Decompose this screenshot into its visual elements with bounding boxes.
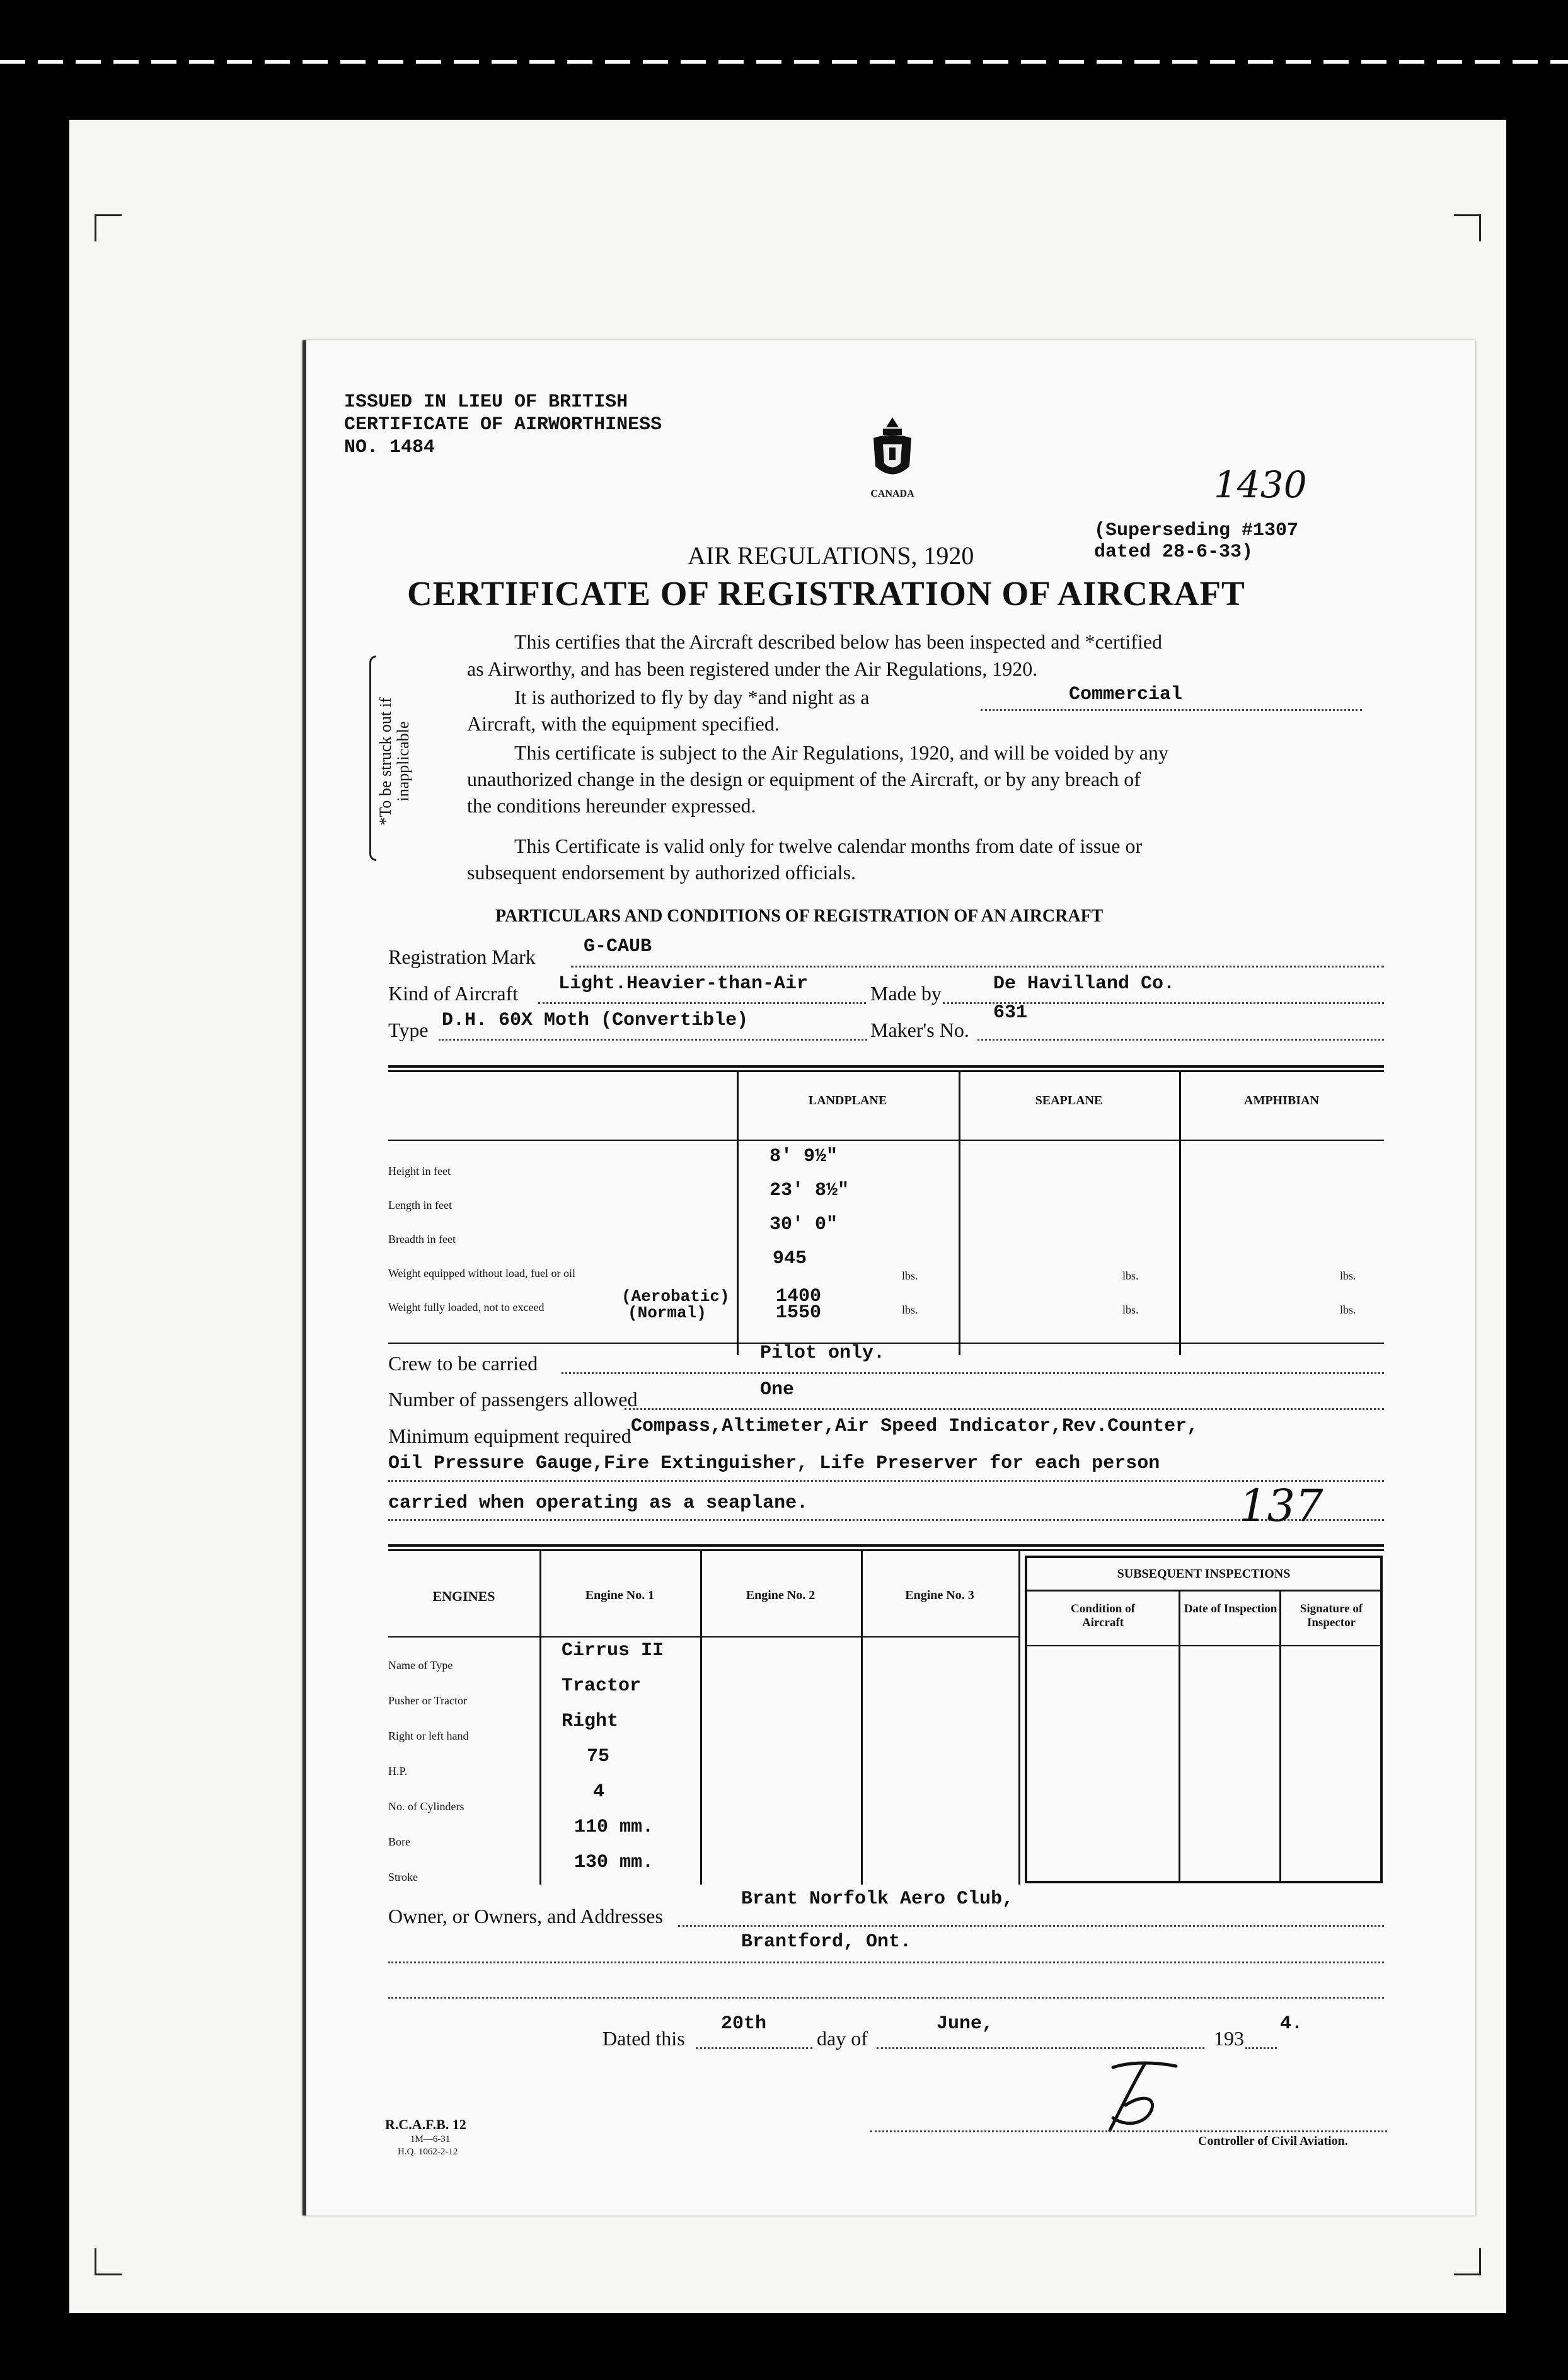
dimension-row-label: Weight fully loaded, not to exceed — [388, 1301, 545, 1314]
stroke-value: 130 mm. — [574, 1852, 654, 1873]
dotted-line — [439, 1039, 867, 1041]
superseding-note — [1094, 520, 1298, 563]
dotted-line — [388, 1961, 1384, 1963]
engine-row-label: Pusher or Tractor — [388, 1694, 467, 1707]
dimension-row-label: Breadth in feet — [388, 1233, 456, 1245]
horsepower-value: 75 — [587, 1746, 610, 1767]
crew-value: Pilot only. — [760, 1343, 885, 1364]
passengers-value: One — [760, 1379, 795, 1401]
makers-number-value: 631 — [993, 1002, 1028, 1024]
inspections-box — [1025, 1556, 1383, 1883]
certificate-title: CERTIFICATE OF REGISTRATION OF AIRCRAFT — [407, 574, 1245, 613]
dotted-line — [562, 1372, 1384, 1374]
dimension-row-label: Height in feet — [388, 1165, 451, 1177]
crop-mark — [95, 2248, 122, 2275]
hand-value: Right — [562, 1711, 619, 1732]
crest-icon — [864, 416, 921, 485]
type-label: Type — [388, 1019, 429, 1041]
air-regulations-heading: AIR REGULATIONS, 1920 — [688, 541, 974, 570]
kind-of-aircraft-value: Light.Heavier-than-Air — [558, 973, 809, 995]
landplane-column-header: LANDPLANE — [808, 1094, 887, 1107]
certificate-number: 1430 — [1214, 463, 1307, 506]
paragraph-2-line-1: It is authorized to fly by day *and night as a — [514, 686, 870, 708]
year-prefix: 193 — [1214, 2027, 1244, 2050]
weight-empty-value: 945 — [773, 1248, 807, 1269]
certificate-document — [303, 340, 1475, 2215]
year-suffix: 4. — [1280, 2013, 1303, 2035]
crop-mark — [1454, 2248, 1481, 2275]
length-value: 23' 8½" — [770, 1180, 850, 1201]
lbs-unit: lbs. — [902, 1269, 918, 1282]
canada-crest — [855, 416, 930, 500]
condition-column-header: Condition of Aircraft — [1071, 1602, 1135, 1629]
weight-normal-value: 1550 — [776, 1302, 822, 1324]
paragraph-2-line-2: Aircraft, with the equipment specified. — [467, 712, 780, 735]
engine-row-label: Right or left hand — [388, 1730, 469, 1742]
controller-signature — [1088, 2055, 1189, 2137]
handwritten-number: 137 — [1239, 1480, 1323, 1532]
kind-of-aircraft-label: Kind of Aircraft — [388, 982, 519, 1005]
table-divider — [1179, 1072, 1181, 1355]
table-rule — [388, 1070, 1384, 1072]
lbs-unit: lbs. — [1122, 1303, 1139, 1316]
inspections-heading: SUBSEQUENT INSPECTIONS — [1117, 1567, 1291, 1581]
issued-stamp — [344, 391, 662, 459]
superseding-line-1: (Superseding #1307 — [1094, 520, 1299, 541]
dotted-line — [538, 1002, 866, 1004]
engine-3-header: Engine No. 3 — [905, 1588, 974, 1602]
controller-title: Controller of Civil Aviation. — [1198, 2134, 1348, 2148]
crew-label: Crew to be carried — [388, 1352, 538, 1375]
table-divider — [959, 1072, 960, 1355]
margin-note-text: *To be struck out if inapplicable — [376, 697, 412, 826]
registration-mark-label: Registration Mark — [388, 945, 536, 968]
paragraph-4-line-2: subsequent endorsement by authorized officials. — [467, 861, 856, 884]
form-code: R.C.A.F.B. 12 — [385, 2117, 466, 2132]
makers-number-label: Maker's No. — [870, 1019, 969, 1041]
dotted-line — [1245, 2047, 1277, 2049]
engine-2-header: Engine No. 2 — [746, 1588, 816, 1602]
crop-mark — [1454, 214, 1481, 241]
breadth-value: 30' 0" — [770, 1214, 838, 1235]
engine-row-label: Bore — [388, 1835, 410, 1848]
issued-line-2: CERTIFICATE OF AIRWORTHINESS — [344, 414, 662, 436]
equipment-line-1: Compass,Altimeter,Air Speed Indicator,Rev.Counter, — [631, 1416, 1199, 1437]
made-by-value: De Havilland Co. — [993, 973, 1175, 995]
engine-row-label: No. of Cylinders — [388, 1800, 464, 1813]
equipment-line-3: carried when operating as a seaplane. — [388, 1493, 809, 1514]
paragraph-3-line-2: unauthorized change in the design or equipment of the Aircraft, or by any breach of — [467, 768, 1141, 790]
form-hq-number: H.Q. 1062-2-12 — [398, 2147, 458, 2157]
dotted-line — [388, 1519, 1384, 1521]
lbs-unit: lbs. — [1340, 1303, 1356, 1316]
margin-note — [369, 656, 412, 857]
paragraph-3-line-3: the conditions hereunder expressed. — [467, 794, 756, 817]
day-of-label: day of — [817, 2027, 868, 2050]
seaplane-column-header: SEAPLANE — [1035, 1094, 1103, 1107]
issued-line-1: ISSUED IN LIEU OF BRITISH — [344, 391, 628, 413]
table-rule — [388, 1343, 1384, 1344]
weight-aerobatic-value: 1400 — [776, 1286, 822, 1307]
passengers-label: Number of passengers allowed — [388, 1388, 638, 1411]
engine-type-value: Cirrus II — [562, 1640, 664, 1661]
owner-label: Owner, or Owners, and Addresses — [388, 1905, 663, 1927]
engine-row-label: Name of Type — [388, 1659, 453, 1672]
amphibian-column-header: AMPHIBIAN — [1244, 1094, 1319, 1107]
normal-note: (Normal) — [628, 1303, 706, 1322]
engine-row-label: H.P. — [388, 1765, 408, 1777]
lbs-unit: lbs. — [902, 1303, 918, 1316]
engines-heading: ENGINES — [432, 1588, 495, 1604]
crop-mark — [95, 214, 122, 241]
dotted-line — [696, 2047, 812, 2049]
cylinders-value: 4 — [593, 1781, 605, 1803]
height-value: 8' 9½" — [770, 1146, 838, 1167]
pusher-tractor-value: Tractor — [562, 1675, 642, 1697]
paragraph-4-line-1: This Certificate is valid only for twelve calendar months from date of issue or — [514, 835, 1143, 857]
dated-month: June, — [937, 2013, 994, 2035]
owner-line-1: Brant Norfolk Aero Club, — [741, 1888, 1014, 1910]
lbs-unit: lbs. — [1340, 1269, 1356, 1282]
table-divider — [1018, 1551, 1020, 1885]
dotted-line — [571, 966, 1384, 968]
dotted-line — [625, 1408, 1384, 1410]
dotted-line — [388, 1480, 1384, 1482]
aircraft-class-value: Commercial — [1069, 684, 1183, 705]
crest-label: CANADA — [870, 488, 914, 499]
dotted-line — [870, 2130, 1387, 2132]
table-divider — [737, 1072, 739, 1355]
dotted-line — [981, 709, 1362, 711]
owner-line-2: Brantford, Ont. — [741, 1931, 912, 1953]
equipment-line-2: Oil Pressure Gauge,Fire Extinguisher, Life Preserver for each person — [388, 1453, 1160, 1474]
made-by-label: Made by — [870, 982, 942, 1005]
registration-mark-value: G-CAUB — [584, 936, 652, 957]
type-value: D.H. 60X Moth (Convertible) — [442, 1010, 749, 1031]
dimension-row-label: Weight equipped without load, fuel or oil — [388, 1267, 575, 1280]
table-rule — [388, 1065, 1384, 1068]
date-column-header: Date of Inspection — [1184, 1602, 1277, 1615]
paragraph-1-line-2: as Airworthy, and has been registered under the Air Regulations, 1920. — [467, 657, 1038, 680]
lbs-unit: lbs. — [1122, 1269, 1139, 1282]
table-rule — [388, 1549, 1384, 1551]
dated-day: 20th — [721, 2013, 767, 2035]
dotted-line — [678, 1925, 1384, 1927]
bore-value: 110 mm. — [574, 1817, 654, 1838]
engine-row-label: Stroke — [388, 1871, 418, 1883]
dimension-row-label: Length in feet — [388, 1199, 452, 1211]
equipment-label: Minimum equipment required — [388, 1424, 631, 1447]
paragraph-3-line-1: This certificate is subject to the Air Regulations, 1920, and will be voided by any — [514, 741, 1168, 764]
particulars-heading: PARTICULARS AND CONDITIONS OF REGISTRATION OF AN AIRCRAFT — [495, 906, 1104, 926]
paragraph-1-line-1: This certifies that the Aircraft described below has been inspected and *certified — [514, 630, 1163, 653]
table-rule — [388, 1636, 1018, 1638]
dotted-line — [877, 2047, 1204, 2049]
table-rule — [388, 1544, 1384, 1547]
dotted-line — [977, 1039, 1384, 1041]
film-border-strip — [0, 60, 1568, 64]
form-print-run: 1M—6-31 — [410, 2134, 451, 2144]
table-rule — [388, 1140, 1384, 1141]
dotted-line — [388, 1997, 1384, 1999]
dated-label: Dated this — [602, 2027, 685, 2050]
signature-column-header: Signature of Inspector — [1300, 1602, 1363, 1629]
superseding-line-2: dated 28-6-33) — [1094, 541, 1254, 563]
aerobatic-note: (Aerobatic) — [621, 1287, 730, 1306]
issued-number: NO. 1484 — [344, 437, 435, 458]
engine-1-header: Engine No. 1 — [585, 1588, 655, 1602]
